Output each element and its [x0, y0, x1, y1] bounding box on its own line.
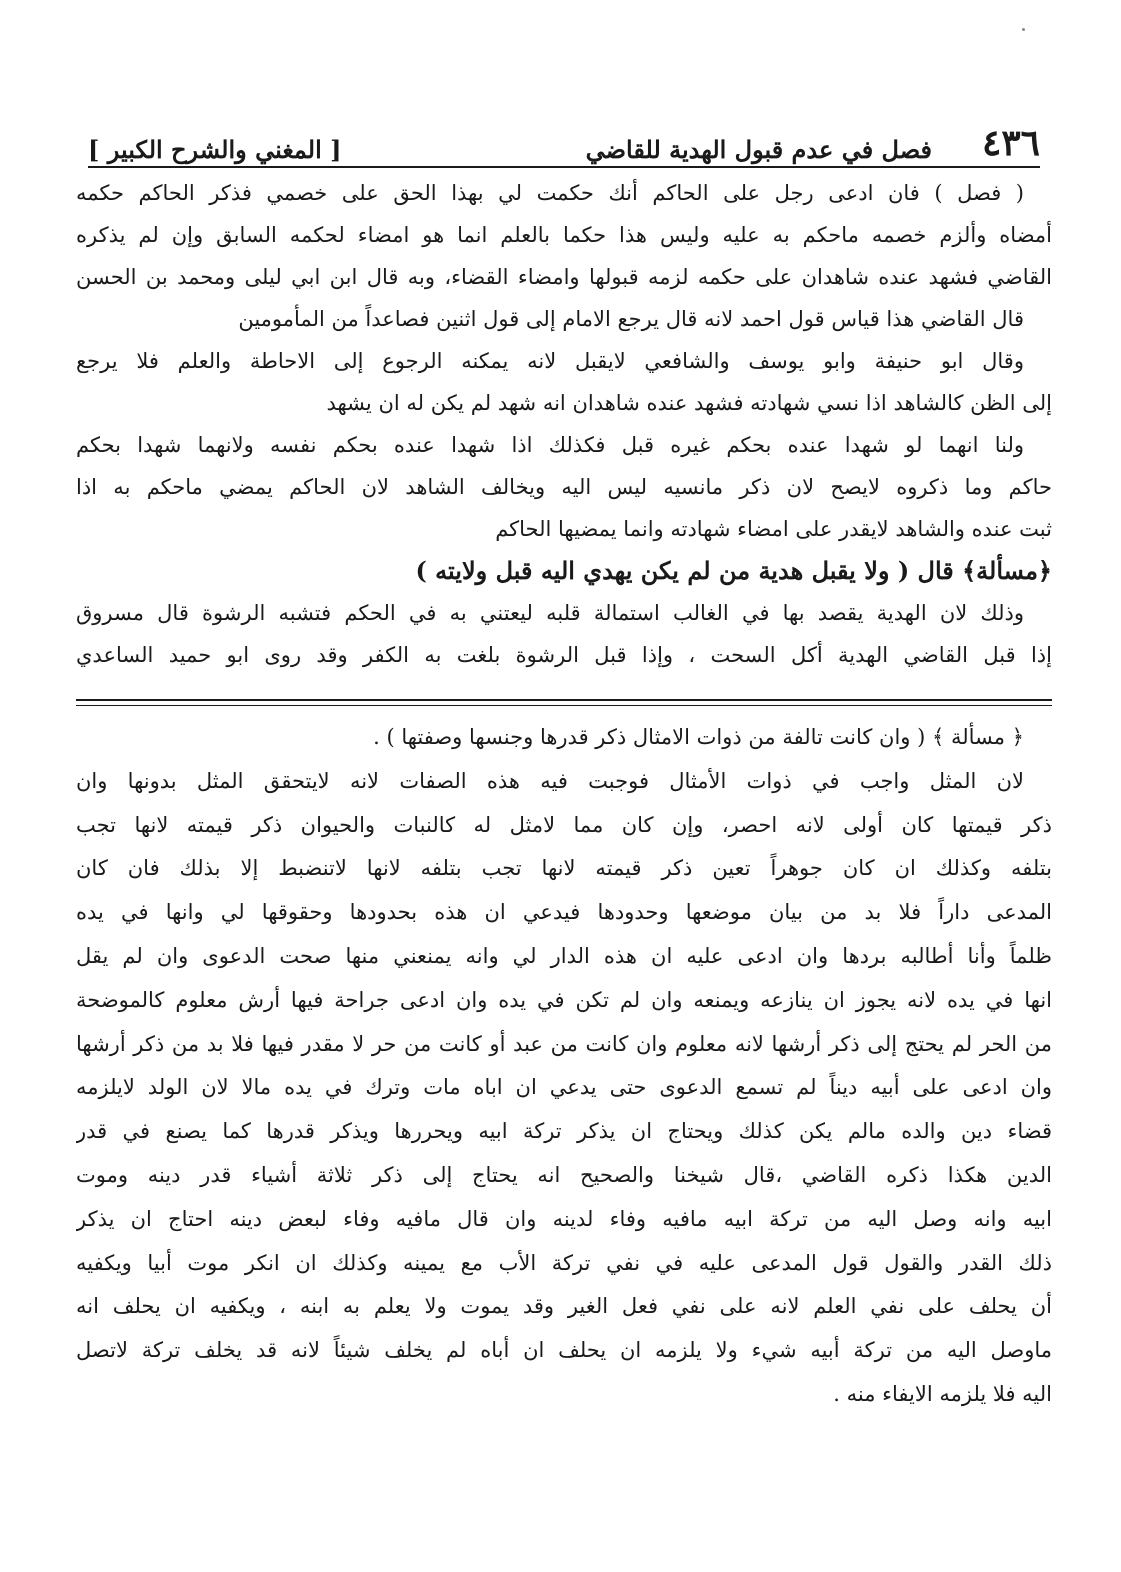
text-line: ثبت عنده والشاهد لايقدر على امضاء شهادته وانما يمضيها الحاكم [495, 517, 1052, 541]
page-header [88, 118, 1040, 164]
text-line: ابيه وانه وصل اليه من تركة ابيه مافيه وفاء لدينه وان قال مافيه وفاء لبعض دينه احتاج ان يذكر [76, 1206, 1052, 1231]
text-line: ماوصل اليه من تركة أبيه شيء ولا يلزمه ان يحلف ان أباه لم يخلف شيئاً لانه قد يخلف تركة لاتصل [76, 1338, 1052, 1363]
text-line: حاكم وما ذكروه لايصح لان ذكر مانسيه ليس اليه ويخالف الشاهد لان الحاكم يمضي ماحكم به اذا [76, 475, 1052, 499]
header-rule [88, 166, 1040, 168]
text-line: المدعى داراً فلا بد من بيان موضعها وحدودها فيدعي ان هذه بحدودها وحقوقها لي وانها في يده [76, 900, 1052, 925]
text-line: وان ادعى على أبيه ديناً لم تسمع الدعوى حتى يدعي ان اباه مات وترك في يده مالا لان الولد لايلزمه [76, 1075, 1052, 1100]
text-line: القاضي فشهد عنده شاهدان على حكمه لزمه قبولها وامضاء القضاء، وبه قال ابن ابي ليلى ومحمد بن الحسن [76, 265, 1052, 289]
text-line: بتلفه وكذلك ان كان جوهراً تعين ذكر قيمته لانها تجب بتلفه لانها لاتنضبط إلا بذلك فان كان [76, 856, 1052, 881]
text-line: أمضاه وألزم خصمه ماحكم به عليه وليس هذا حكما بالعلم انما هو امضاء لحكمه السابق وإن لم يذكره [76, 223, 1052, 247]
text-line: إلى الظن كالشاهد اذا نسي شهادته فشهد عنده شاهدان انه شهد لم يكن له ان يشهد [326, 391, 1052, 415]
text-line: قال القاضي هذا قياس قول احمد لانه قال يرجع الامام إلى قول اثنين فصاعداً من المأمومين [238, 307, 1024, 331]
text-line: انها في يده لانه يجوز ان ينازعه ويمنعه وان لم تكن في يده وان ادعى جراحة فيها أرش معلوم كالموضحة [76, 987, 1052, 1012]
separator-rule-thin [76, 705, 1052, 706]
book-title: [ المغني والشرح الكبير ] [88, 135, 342, 164]
text-line: من الحر لم يحتج إلى ذكر أرشها لانه معلوم وان كانت من عبد أو كانت من حر لا مقدر فيها فلا بد من ذكر أرشها [76, 1031, 1052, 1056]
text-line: إذا قبل القاضي الهدية أكل السحت ، وإذا قبل الرشوة بلغت به الكفر وقد روى ابو حميد الساعدي [76, 643, 1052, 667]
text-line: ولنا انهما لو شهدا عنده بحكم غيره قبل فكذلك اذا شهدا عنده بحكم نفسه ولانهما شهدا بحكم [76, 433, 1024, 457]
text-line: قضاء دين والده مالم يكن كذلك ويحتاج ان يذكر تركة ابيه ويحررها ويذكر قدرها كما يصنع في قدر [76, 1119, 1052, 1144]
page-number: ٤٣٦ [981, 122, 1040, 164]
text-line: ذكر قيمتها كان أولى لانه احصر، وإن كان مما لامثل له كالنبات والحيوان ذكر قيمته لانها تجب [76, 812, 1052, 837]
text-line: الدين هكذا ذكره القاضي ،قال شيخنا والصحيح انه يحتاج إلى ذكر ثلاثة أشياء قدر دينه وموت [76, 1162, 1052, 1187]
text-line: وذلك لان الهدية يقصد بها في الغالب استمالة قلبه ليعتني به في الحكم فتشبه الرشوة قال مسروق [76, 601, 1024, 625]
text-line: اليه فلا يلزمه الايفاء منه . [833, 1381, 1052, 1406]
text-line: وقال ابو حنيفة وابو يوسف والشافعي لايقبل لانه يمكنه الرجوع إلى الاحاطة والعلم فلا يرجع [76, 349, 1024, 373]
chapter-title: فصل في عدم قبول الهدية للقاضي [585, 135, 932, 164]
scan-speck [1022, 28, 1025, 31]
text-line: ذلك القدر والقول قول المدعى عليه في نفي تركة الأب مع يمينه وكذلك ان انكر موت أبيا ويكفيه [76, 1250, 1052, 1275]
text-line: أن يحلف على نفي العلم لانه على نفي فعل الغير وقد يموت ولا يعلم به ابنه ، ويكفيه ان يحلف انه [76, 1294, 1052, 1319]
lower-text [76, 716, 1052, 1417]
text-line: لان المثل واجب في ذوات الأمثال فوجبت فيه هذه الصفات لانه لايتحقق المثل بدونها وان [76, 768, 1024, 793]
text-line: ظلماً وأنا أطالبه بردها وان ادعى عليه ان هذه الدار لي وانه يمنعني منها صحت الدعوى وان لم يقل [76, 943, 1052, 968]
separator-rule [76, 699, 1052, 701]
text-line: ( فصل ) فان ادعى رجل على الحاكم أنك حكمت لي بهذا الحق على خصمي فذكر الحاكم حكمه [76, 181, 1024, 205]
upper-text [76, 172, 1052, 676]
issue-heading: ﴿مسألة﴾ قال ( ولا يقبل هدية من لم يكن يهدي اليه قبل ولايته ) [415, 556, 1052, 585]
issue-heading: ﴿ مسألة ﴾ ( وان كانت تالفة من ذوات الامثال ذكر قدرها وجنسها وصفتها ) . [373, 725, 1024, 749]
